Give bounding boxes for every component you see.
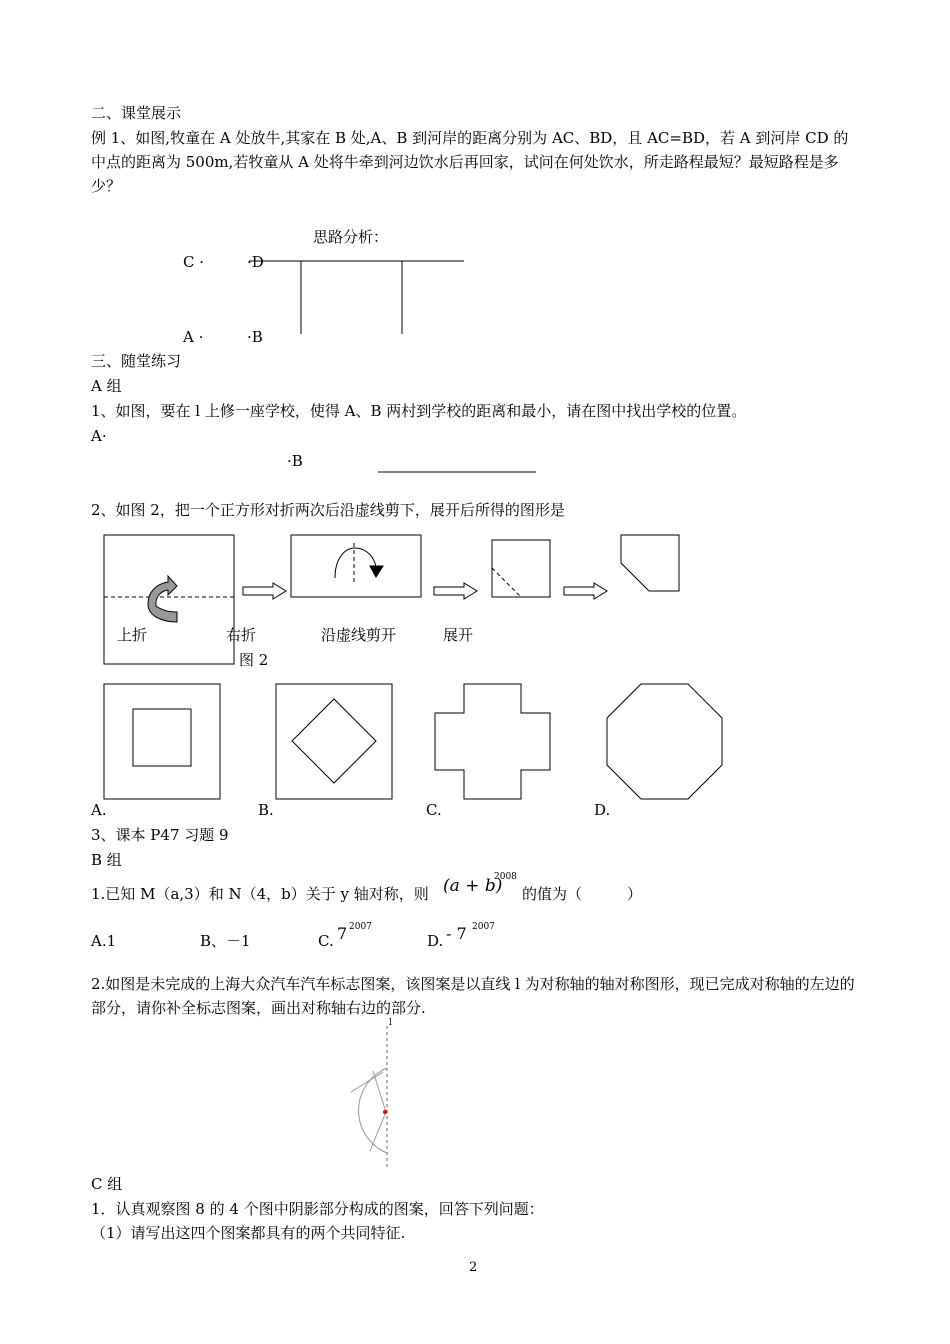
step-fold-up-label: 上折 [117, 626, 148, 644]
b1-option-a: A.1 [91, 932, 117, 950]
section-heading: 三、随堂练习 [91, 352, 182, 370]
village-b-label: ·B [287, 452, 303, 470]
option-a-shape [104, 684, 220, 799]
section-heading: 二、课堂展示 [91, 104, 182, 122]
fold-step-1 [104, 535, 234, 664]
axis-l-label: l [389, 1018, 392, 1028]
c1-text: 1．认真观察图 8 的 4 个图中阴影部分构成的图案，回答下列问题： [91, 1200, 544, 1218]
b1-exponent: 2008 [494, 872, 517, 882]
example-1-text: 例 1、如图,牧童在 A 处放牛,其家在 B 处,A、B 到河岸的距离分别为 AC、BD，且 AC=BD，若 A 到河岸 CD 的中点的距离为 500m,若牧童从 A 处将牛牵到河边饮水后再回家，试问在何处饮水，所走路程最短？最短路程是多少？ [91, 129, 849, 195]
fold-step-4 [621, 535, 679, 591]
river-diagram [249, 261, 464, 334]
b1-expression: (a + b) [443, 876, 503, 896]
step-cut-label: 沿虚线剪开 [321, 626, 397, 644]
option-b-label: B. [258, 801, 274, 819]
analysis-label: 思路分析： [313, 228, 389, 246]
question-2-text: 2、如图 2，把一个正方形对折两次后沿虚线剪下，展开后所得的图形是 [91, 501, 565, 519]
page-number: 2 [469, 1260, 478, 1275]
logo-arc [359, 1068, 387, 1153]
village-a-label: A· [91, 427, 107, 445]
block-arrow-2-icon [434, 583, 477, 599]
center-point [383, 1110, 387, 1114]
block-arrow-3-icon [564, 583, 607, 599]
b1-suffix: 的值为（ ） [522, 885, 643, 903]
fold-step-3 [492, 540, 550, 597]
step-fold-right-label: 右折 [226, 626, 257, 644]
group-a-label: A 组 [91, 377, 122, 395]
b1-option-b: B、－1 [200, 932, 251, 950]
b1-option-d: D. [427, 932, 444, 950]
b1-option-c: C. [318, 932, 334, 950]
b1-option-c-exp: 2007 [349, 922, 372, 932]
fold-up-arrow-icon [148, 576, 177, 622]
option-d-label: D. [594, 801, 611, 819]
group-c-label: C 组 [91, 1175, 123, 1193]
fold-step-2 [291, 535, 421, 597]
point-b-label: ·B [247, 328, 263, 346]
option-a-label: A. [91, 801, 107, 819]
point-d-label: ·D [247, 253, 264, 271]
option-c-shape [435, 684, 550, 799]
point-c-label: C · [183, 253, 205, 271]
step-unfold-label: 展开 [443, 626, 474, 644]
b1-option-d-exp: 2007 [472, 922, 495, 932]
b1-option-d-base: - 7 [446, 924, 467, 943]
question-3-text: 3、课本 P47 习题 9 [91, 826, 229, 844]
figure-caption: 图 2 [239, 651, 269, 669]
point-a-label: A · [183, 328, 204, 346]
b1-option-c-base: 7 [337, 924, 348, 943]
b1-prefix: 1.已知 M（a,3）和 N（4，b）关于 y 轴对称，则 [91, 885, 429, 903]
group-b-label: B 组 [91, 851, 122, 869]
option-c-label: C. [426, 801, 442, 819]
block-arrow-1-icon [243, 583, 286, 599]
option-b-shape [276, 684, 392, 799]
question-1-text: 1、如图，要在 l 上修一座学校，使得 A、B 两村到学校的距离和最小，请在图中找出学校的位置。 [91, 402, 747, 420]
fold-right-arrow-icon [335, 548, 376, 578]
b2-text: 2.如图是未完成的上海大众汽车汽车标志图案，该图案是以直线 l 为对称轴的轴对称图形，现已完成对称轴的左边的部分，请你补全标志图案，画出对称轴右边的部分. [91, 975, 855, 1017]
option-d-shape [607, 684, 722, 799]
logo-half-figure [351, 1026, 387, 1168]
c1-sub-1-text: （1）请写出这四个图案都具有的两个共同特征. [91, 1224, 406, 1242]
